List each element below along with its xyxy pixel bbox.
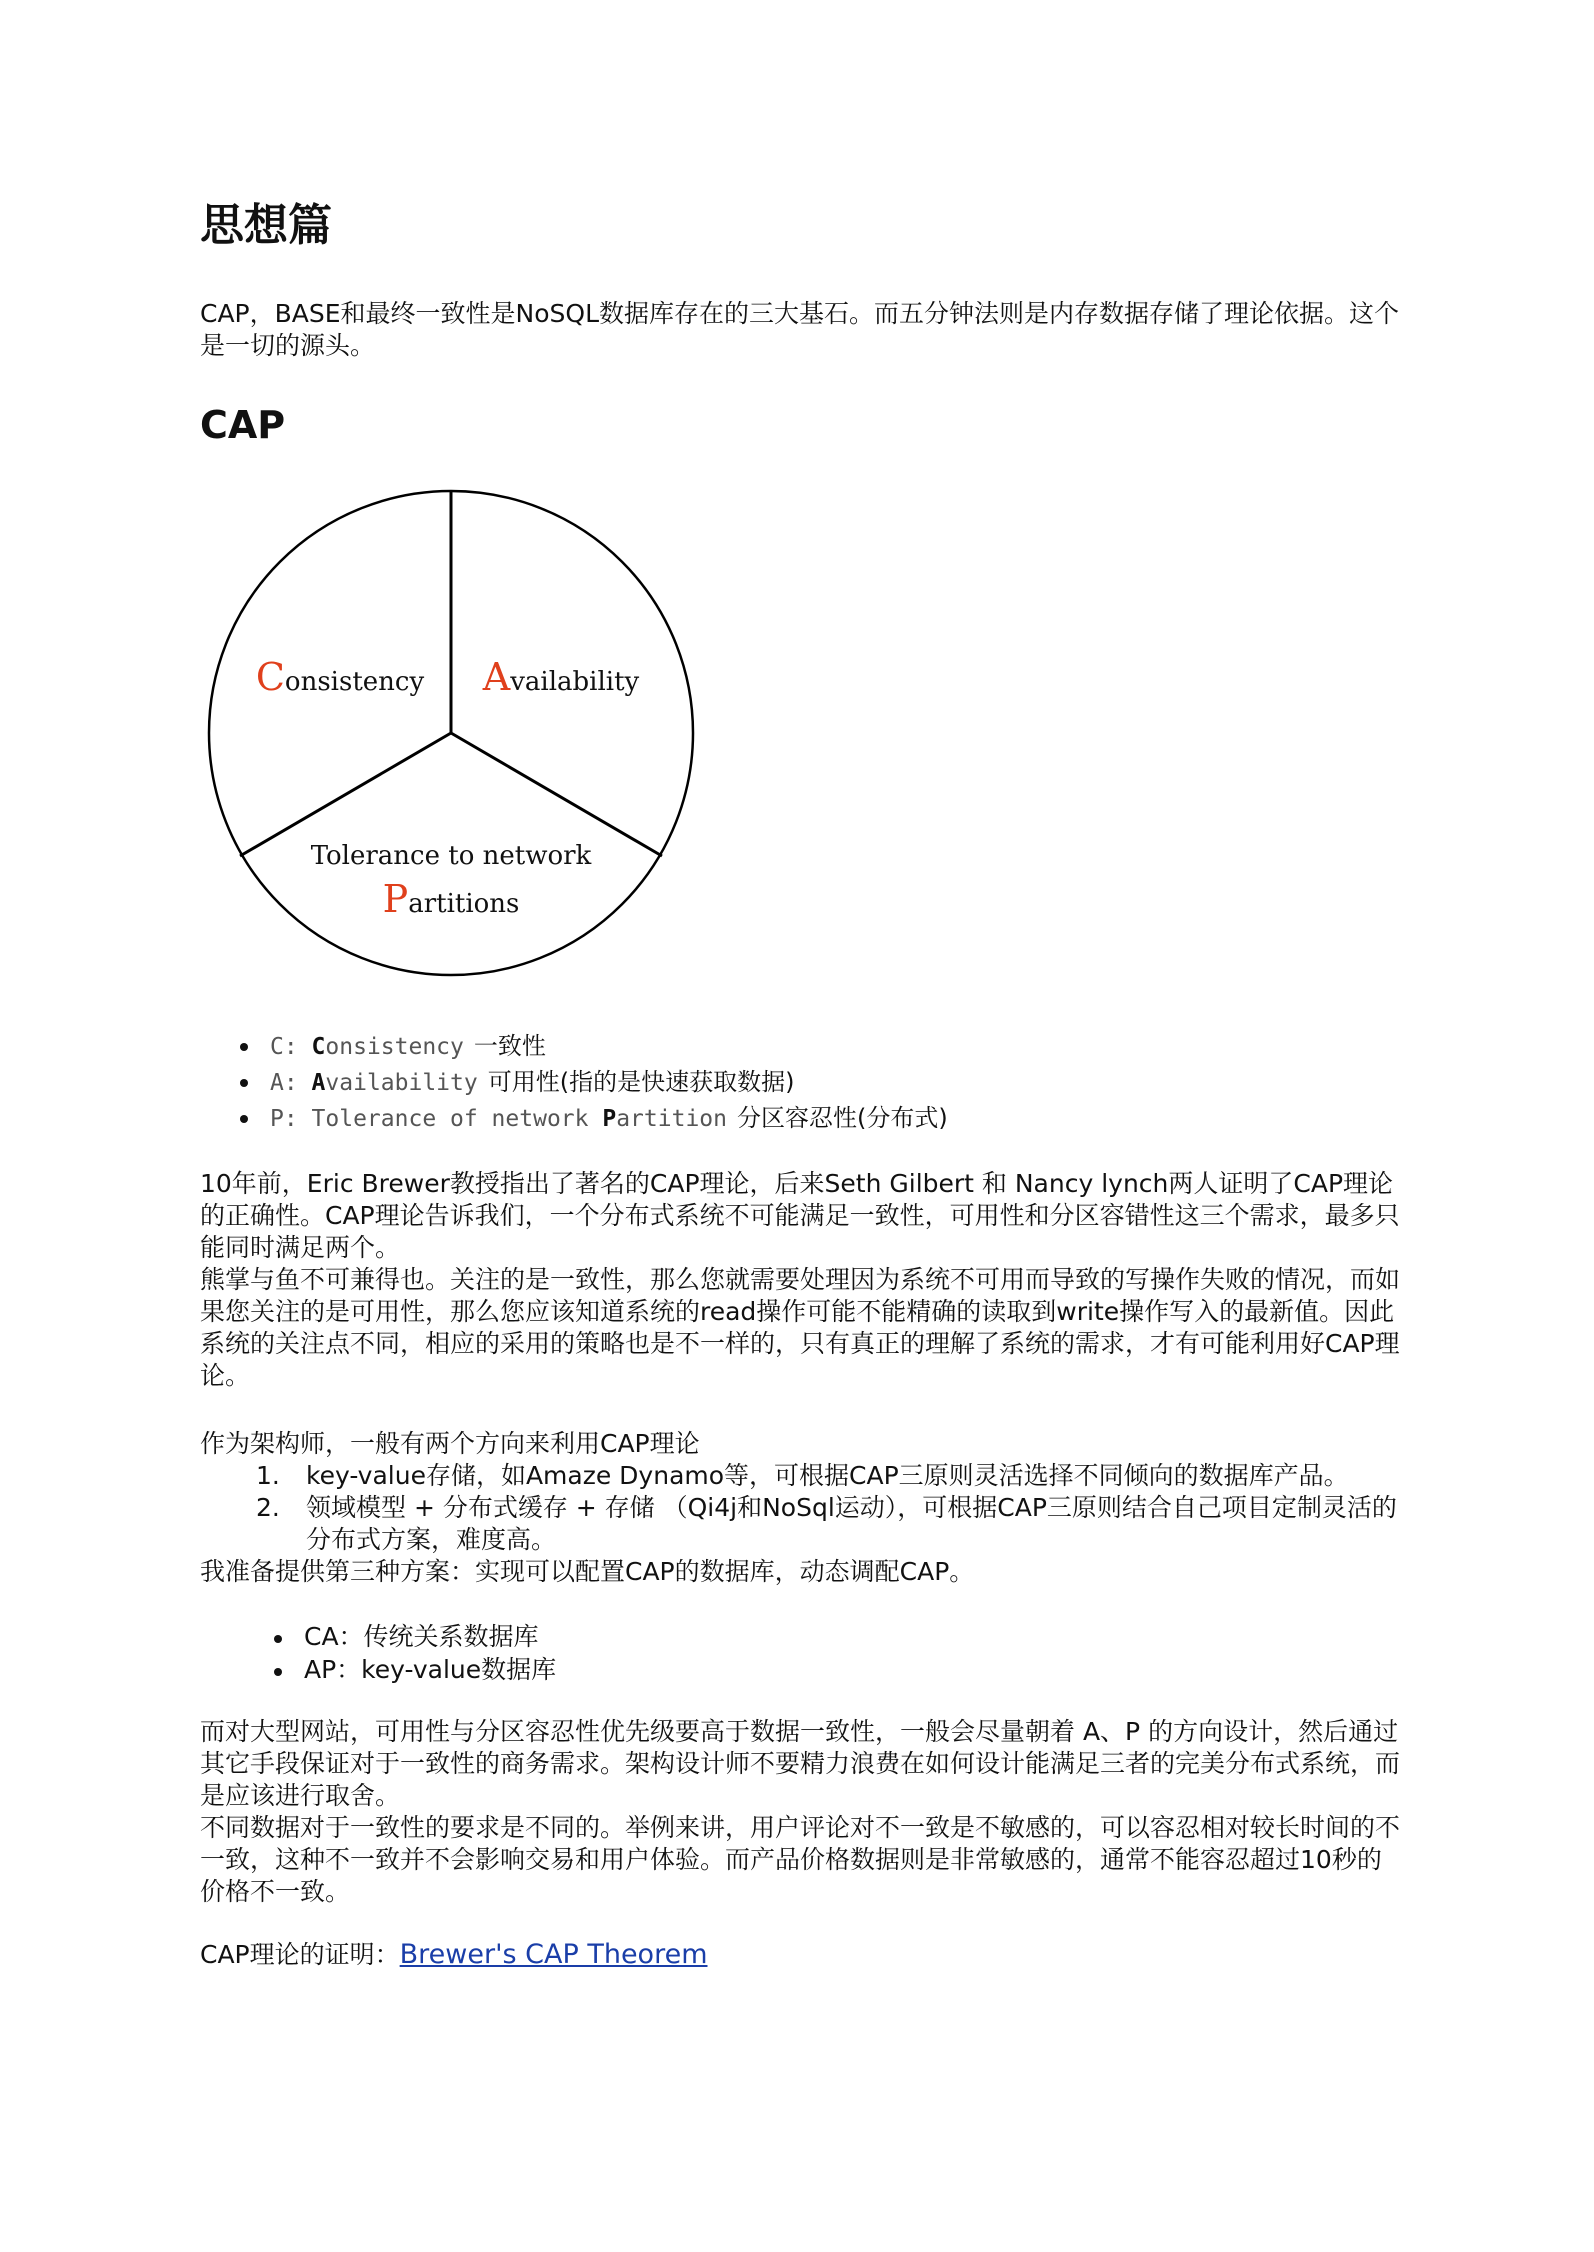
list-item-ca: CA：传统关系数据库 [304,1620,556,1653]
cap-heading: CAP [200,403,286,447]
list-item [256,1492,1406,1556]
architect-intro: 作为架构师，一般有两个方向来利用CAP理论 [200,1429,700,1458]
consistency-rest: onsistency [284,667,425,697]
availability-rest: vailability [510,667,640,697]
list-text: key-value存储，如Amaze Dynamo等，可根据CAP三原则灵活选择不同倾向的数据库产品。 [306,1461,1349,1490]
cap-prefix: C: [270,1034,312,1060]
architect-options-list [256,1460,1406,1556]
paragraph-consistency-requirements: 不同数据对于一致性的要求是不同的。举例来讲，用户评论对不一致是不敏感的，可以容忍相对较长时间的不一致，这种不一致并不会影响交易和用户体验。而产品价格数据则是非常敏感的，通常不能容忍超过10秒的价格不一致。 [200,1813,1401,1906]
partition-rest: artitions [408,889,520,919]
list-item-ap: AP：key-value数据库 [304,1655,557,1684]
cap-prefix: P: Tolerance of network [270,1106,603,1132]
cap-diagram [200,484,700,984]
availability-initial: A [482,655,511,699]
intro-paragraph: CAP，BASE和最终一致性是NoSQL数据库存在的三大基石。而五分钟法则是内存数据存储了理论依据。这个是一切的源头。 [200,299,1400,360]
list-item-availability [270,1064,948,1100]
list-text: 领域模型 + 分布式缓存 + 存储 （Qi4j和NoSql运动），可根据CAP三原则结合自己项目定制灵活的分布式方案，难度高。 [306,1493,1397,1554]
cap-initial: P [602,1106,617,1132]
cap-desc: 一致性 [473,1032,546,1060]
cap-explanation [200,1168,1405,1392]
paragraph-large-sites: 而对大型网站，可用性与分区容忍性优先级要高于数据一致性，一般会尽量朝着 A、P 的方向设计，然后通过其它手段保证对于一致性的商务需求。架构设计师不要精力浪费在如何设计能满足三者的完美分布式系统，而是应该进行取舍。 [200,1717,1401,1810]
cap-rest: vailability [325,1070,478,1096]
paragraph-history: 10年前，Eric Brewer教授指出了著名的CAP理论，后来Seth Gilbert 和 Nancy lynch两人证明了CAP理论的正确性。CAP理论告诉我们，一个分布式系统不可能满足一致性，可用性和分区容错性这三个需求，最多只能同时满足两个。 [200,1169,1400,1262]
cap-definition-list [270,1028,948,1136]
page-title: 思想篇 [200,200,332,251]
cap-desc: 分区容忍性(分布式) [736,1104,948,1132]
design-guidance [200,1716,1405,1908]
cap-prefix: A: [270,1070,312,1096]
cap-initial: C [311,1034,326,1060]
partition-initial: P [382,877,409,921]
consistency-initial: C [255,655,285,699]
list-number: 1. [256,1461,280,1490]
list-number: 2. [256,1493,280,1522]
partition-label-line1: Tolerance to network [310,841,592,871]
list-item-consistency [270,1028,948,1064]
cap-initial: A [311,1070,326,1096]
list-item [256,1460,1406,1492]
cap-desc: 可用性(指的是快速获取数据) [487,1068,795,1096]
proof-line [200,1939,1405,1971]
third-option: 我准备提供第三种方案：实现可以配置CAP的数据库，动态调配CAP。 [200,1557,975,1586]
cap-combination-list [304,1620,556,1686]
list-item-partition [270,1100,948,1136]
paragraph-tradeoff: 熊掌与鱼不可兼得也。关注的是一致性，那么您就需要处理因为系统不可用而导致的写操作失败的情况，而如果您关注的是可用性，那么您应该知道系统的read操作可能不能精确的读取到write操作写入的最新值。因此系统的关注点不同，相应的采用的策略也是不一样的，只有真正的理解了系统的需求，才有可能利用好CAP理论。 [200,1265,1401,1390]
cap-rest: artition [616,1106,727,1132]
brewers-cap-theorem-link[interactable]: Brewer's CAP Theorem [399,1939,708,1970]
proof-label: CAP理论的证明： [200,1940,400,1969]
cap-rest: onsistency [325,1034,464,1060]
